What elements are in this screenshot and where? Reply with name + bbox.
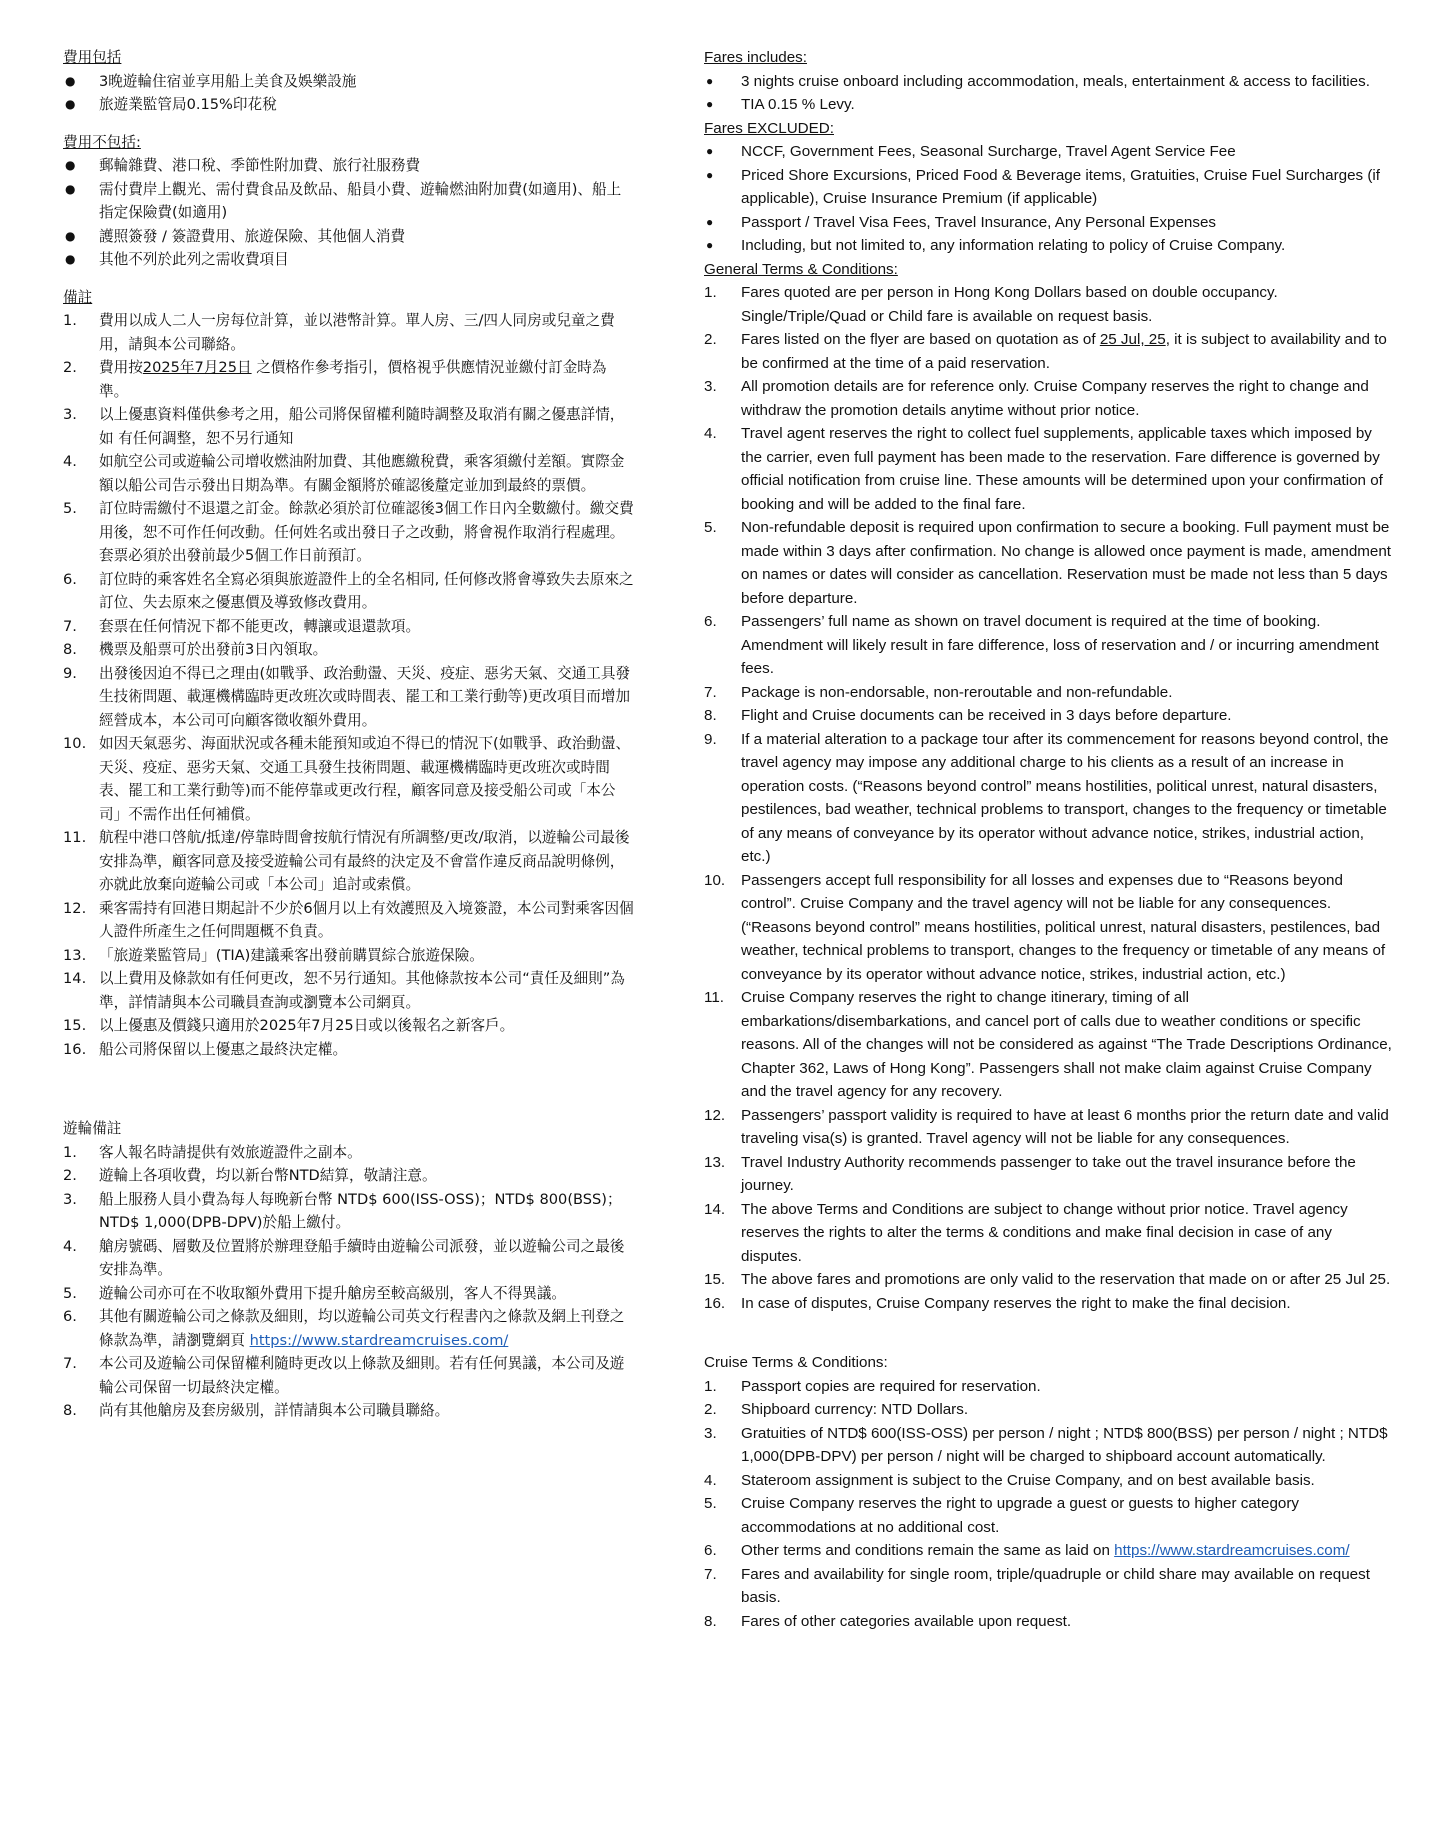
list-item: ● Passport / Travel Visa Fees, Travel Insurance, Any Personal Expenses	[704, 211, 1394, 235]
list-item: 6. 訂位時的乘客姓名全寫必須與旅遊證件上的全名相同, 任何修改將會導致失去原來之訂位、失去原來之優惠價及導致修改費用。	[63, 570, 634, 611]
list-item: 16. In case of disputes, Cruise Company reserves the right to make the final decision.	[704, 1294, 1291, 1312]
list-item: ● TIA 0.15 % Levy.	[704, 93, 1394, 117]
fares-includes-list	[704, 70, 1394, 117]
list-item: 2. 遊輪上各項收費，均以新台幣NTD結算，敬請注意。	[63, 1167, 437, 1184]
list-item: 4. Stateroom assignment is subject to the Cruise Company, and on best available basis.	[704, 1471, 1315, 1489]
list-item: 11. Cruise Company reserves the right to change itinerary, timing of all embarkations/disembarkations, and cancel port of calls due to weather conditions or specific reasons. All of the changes will not be considered as against “The Trade Descriptions Ordinance, Chapter 362, Laws of Hong Kong”. Passengers shall not make claim against Cruise Company and the travel agency for any recovery.	[704, 989, 1392, 1100]
chinese-terms-column	[63, 46, 635, 1423]
list-item: 8. 機票及船票可於出發前3日內領取。	[63, 641, 328, 658]
list-item: 2. Shipboard currency: NTD Dollars.	[704, 1401, 969, 1418]
general-terms-heading: General Terms & Conditions:	[704, 260, 898, 278]
list-item: 6. Passengers’ full name as shown on travel document is required at the time of booking. Amendment will likely result in fare difference, loss of reservation and / or incurring amendment fees.	[704, 613, 1379, 677]
list-item: 4. 如航空公司或遊輪公司增收燃油附加費、其他應繳稅費，乘客須繳付差額。實際金額以船公司告示發出日期為準。有關金額將於確認後釐定並加到最終的票價。	[63, 453, 625, 494]
list-item: 7. 本公司及遊輪公司保留權利隨時更改以上條款及細則。若有任何異議，本公司及遊輪公司保留一切最終決定權。	[63, 1355, 625, 1396]
list-item: 14. 以上費用及條款如有任何更改，恕不另行通知。其他條款按本公司“責任及細則”為準，詳情請與本公司職員查詢或瀏覽本公司網頁。	[63, 970, 625, 1011]
list-item: 7. Fares and availability for single room, triple/quadruple or child share may available on request basis.	[704, 1565, 1370, 1606]
list-item: ● 郵輪雜費、港口稅、季節性附加費、旅行社服務費	[63, 154, 635, 178]
list-item: 7. Package is non-endorsable, non-reroutable and non-refundable.	[704, 683, 1173, 701]
cruise-terms-heading: Cruise Terms & Conditions:	[704, 1354, 888, 1371]
list-item: 13. 「旅遊業監管局」(TIA)建議乘客出發前購買綜合旅遊保險。	[63, 946, 484, 964]
list-item: 1. Passport copies are required for reservation.	[704, 1377, 1041, 1395]
list-item: ● NCCF, Government Fees, Seasonal Surcharge, Travel Agent Service Fee	[704, 140, 1394, 164]
list-item: 3. 以上優惠資料僅供參考之用，船公司將保留權利隨時調整及取消有關之優惠詳情，如 有任何調整，恕不另行通知	[63, 406, 625, 447]
list-item: 5. 遊輪公司亦可在不收取額外費用下提升艙房至較高級別，客人不得異議。	[63, 1284, 567, 1302]
list-item: 12. Passengers’ passport validity is required to have at least 6 months prior the return date and valid traveling visa(s) is granted. Travel agency will not be liable for any consequences.	[704, 1106, 1389, 1147]
cruise-website-link[interactable]: https://www.stardreamcruises.com/	[249, 1331, 509, 1349]
list-item: ● Including, but not limited to, any information relating to policy of Cruise Company.	[704, 234, 1394, 258]
list-item: ● 護照簽發 / 簽證費用、旅遊保險、其他個人消費	[63, 225, 635, 249]
fees-exclude-list	[63, 154, 635, 272]
list-item: 10. Passengers accept full responsibility for all losses and expenses due to “Reasons beyond control”. Cruise Company and the travel agency will not be liable for any consequences. (“Reasons beyond control” means hostilities, political unrest, natural disasters, pestilences, bad weather, technical problems to transport, changes to the frequency or timetable of any means of conveyance by its operator without advance notice, strikes, industrial action, etc.)	[704, 871, 1386, 983]
quote-date: 2025年7月25日	[142, 359, 252, 376]
remarks-list	[63, 309, 635, 1061]
list-item: 11. 航程中港口啓航/抵達/停靠時間會按航行情況有所調整/更改/取消，以遊輪公司最後安排為準，顧客同意及接受遊輪公司有最終的決定及不會當作違反商品說明條例，亦就此放棄向遊輪公司或「本公司」追討或索償。	[63, 829, 630, 893]
list-item: 8. Flight and Cruise documents can be received in 3 days before departure.	[704, 707, 1232, 724]
fares-excluded-list	[704, 140, 1394, 258]
fares-excluded-heading: Fares EXCLUDED:	[704, 119, 834, 137]
list-item: 7. 套票在任何情況下都不能更改，轉讓或退還款項。	[63, 617, 421, 635]
fares-includes-heading: Fares includes:	[704, 49, 807, 66]
general-terms-list	[704, 281, 1394, 1315]
english-terms-column	[704, 46, 1394, 1633]
list-item: ● 3晚遊輪住宿並享用船上美食及娛樂設施	[63, 70, 635, 94]
list-item: 15. The above fares and promotions are only valid to the reservation that made on or after 25 Jul 25.	[704, 1271, 1391, 1288]
cruise-website-link[interactable]: https://www.stardreamcruises.com/	[1114, 1542, 1350, 1559]
list-item: ● 旅遊業監管局0.15%印花稅	[63, 93, 635, 117]
list-item: 1. 客人報名時請提供有效旅遊證件之副本。	[63, 1143, 362, 1161]
list-item: ● 其他不列於此列之需收費項目	[63, 248, 635, 272]
list-item: 8. Fares of other categories available upon request.	[704, 1612, 1072, 1630]
list-item: 12. 乘客需持有回港日期起計不少於6個月以上有效護照及入境簽證，本公司對乘客因個人證件所產生之任何問題概不負責。	[63, 899, 634, 940]
fees-include-heading: 費用包括	[63, 49, 122, 66]
list-item: 6. Other terms and conditions remain the same as laid on https://www.stardreamcruises.com/	[704, 1542, 1350, 1559]
fees-include-list	[63, 70, 635, 117]
list-item: 6. 其他有關遊輪公司之條款及細則，均以遊輪公司英文行程書內之條款及網上刊登之條款為準，請瀏覽網頁 https://www.stardreamcruises.com/	[63, 1308, 625, 1349]
list-item: ● Priced Shore Excursions, Priced Food & Beverage items, Gratuities, Cruise Fuel Surcharges (if applicable), Cruise Insurance Premium (if applicable)	[704, 164, 1394, 211]
list-item: 13. Travel Industry Authority recommends passenger to take out the travel insurance before the journey.	[704, 1153, 1356, 1194]
cruise-remarks-heading: 遊輪備註	[63, 1120, 122, 1137]
quote-date: 25 Jul, 25	[1099, 331, 1166, 348]
list-item: 1. Fares quoted are per person in Hong Kong Dollars based on double occupancy. Single/Triple/Quad or Child fare is available on request basis.	[704, 284, 1278, 325]
list-item: 8. 尚有其他艙房及套房級別，詳情請與本公司職員聯絡。	[63, 1402, 450, 1419]
list-item: 10. 如因天氣惡劣、海面狀況或各種未能預知或迫不得已的情況下(如戰爭、政治動盪、天災、疫症、惡劣天氣、交通工具發生技術問題、載運機構臨時更改班次或時間表、罷工和工業行動等)而不能停靠或更改行程，顧客同意及接受船公司或「本公司」不需作出任何補償。	[63, 735, 631, 823]
list-item: ● 需付費岸上觀光、需付費食品及飲品、船員小費、遊輪燃油附加費(如適用)、船上指定保險費(如適用)	[63, 178, 635, 225]
list-item: 4. 艙房號碼、層數及位置將於辦理登船手續時由遊輪公司派發，並以遊輪公司之最後安排為準。	[63, 1237, 625, 1278]
list-item: 5. Cruise Company reserves the right to upgrade a guest or guests to higher category accommodations at no additional cost.	[704, 1495, 1300, 1536]
fees-exclude-heading: 費用不包括:	[63, 133, 141, 151]
cruise-terms-list	[704, 1375, 1394, 1634]
list-item: 3. Gratuities of NTD$ 600(ISS-OSS) per person / night ; NTD$ 800(BSS) per person / night ; NTD$ 1,000(DPB-DPV) per person / night will be charged to shipboard account automatically.	[704, 1424, 1388, 1465]
list-item: 3. 船上服務人員小費為每人每晚新台幣 NTD$ 600(ISS-OSS)；NTD$ 800(BSS)；NTD$ 1,000(DPB-DPV)於船上繳付。	[63, 1190, 622, 1231]
list-item: 5. 訂位時需繳付不退還之訂金。餘款必須於訂位確認後3個工作日內全數繳付。繳交費用後，恕不可作任何改動。任何姓名或出發日子之改動，將會視作取消行程處理。套票必須於出發前最少5個工作日前預訂。	[63, 500, 634, 564]
list-item: 4. Travel agent reserves the right to collect fuel supplements, applicable taxes which imposed by the carrier, even full payment has been made to the reservation. Fare difference is governed by official notification from cruise line. These amounts will be determined upon your confirmation of booking and will be added to the final fare.	[704, 425, 1383, 513]
cruise-remarks-list	[63, 1141, 635, 1423]
list-item: 9. 出發後因迫不得已之理由(如戰爭、政治動盪、天災、疫症、惡劣天氣、交通工具發生技術問題、載運機構臨時更改班次或時間表、罷工和工業行動等)更改項目而增加經營成本，本公司可向顧客徵收額外費用。	[63, 664, 631, 729]
list-item: 1. 費用以成人二人一房每位計算，並以港幣計算。單人房、三/四人同房或兒童之費用，請與本公司聯絡。	[63, 312, 615, 353]
list-item: 5. Non-refundable deposit is required upon confirmation to secure a booking. Full payment must be made within 3 days after confirmation. No change is allowed once payment is made, amendment on names or dates will consider as cancellation. Reservation must be made not less than 5 days before departure.	[704, 519, 1392, 607]
list-item: 2. 費用按2025年7月25日 之價格作參考指引，價格視乎供應情況並繳付訂金時為準。	[63, 359, 607, 400]
list-item: ● 3 nights cruise onboard including accommodation, meals, entertainment & access to facilities.	[704, 70, 1394, 94]
list-item: 15. 以上優惠及價錢只適用於2025年7月25日或以後報名之新客戶。	[63, 1017, 515, 1034]
list-item: 9. If a material alteration to a package tour after its commencement for reasons beyond control, the travel agency may impose any additional charge to his clients as a result of an increase in operation costs. (“Reasons beyond control” means hostilities, political unrest, natural disasters, pestilences, bad weather, technical problems to transport, changes to the frequency or timetable of any means of conveyance by its operator without advance notice, strikes, industrial action, etc.)	[704, 730, 1389, 865]
list-item: 2. Fares listed on the flyer are based on quotation as of 25 Jul, 25, it is subject to availability and to be confirmed at the time of a paid reservation.	[704, 331, 1387, 372]
remarks-heading: 備註	[63, 288, 93, 306]
list-item: 14. The above Terms and Conditions are subject to change without prior notice. Travel agency reserves the rights to alter the terms & conditions and make final decision in case of any disputes.	[704, 1200, 1348, 1265]
list-item: 3. All promotion details are for reference only. Cruise Company reserves the right to change and withdraw the promotion details anytime without prior notice.	[704, 378, 1369, 419]
list-item: 16. 船公司將保留以上優惠之最終決定權。	[63, 1040, 348, 1058]
